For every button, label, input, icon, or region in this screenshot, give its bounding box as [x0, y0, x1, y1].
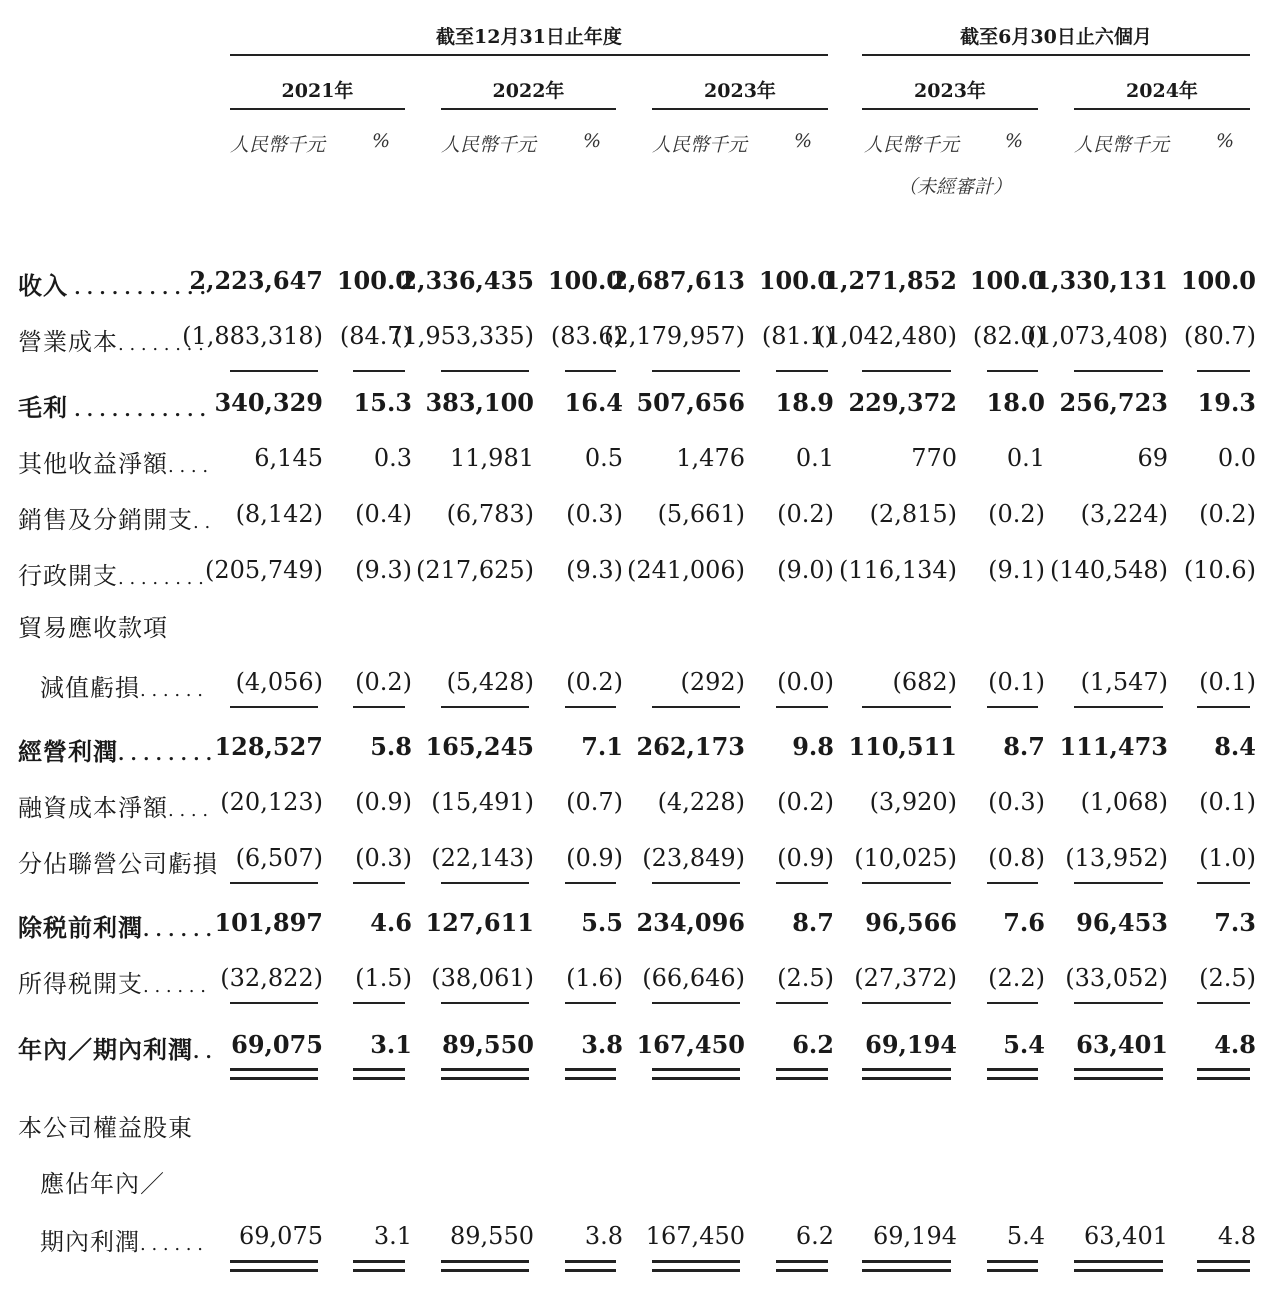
row-label-text: 期內利潤: [40, 1228, 140, 1256]
amount-cell: 69: [1137, 444, 1168, 472]
subtotal-rule: [862, 1002, 951, 1004]
percent-cell: (9.3): [566, 556, 623, 584]
percent-cell: (0.9): [355, 788, 412, 816]
total-double-rule: [776, 1068, 828, 1071]
row-label-text: 營業成本: [18, 328, 118, 356]
row-label-text: 分佔聯營公司虧損: [18, 850, 218, 878]
percent-cell: 0.5: [584, 444, 623, 472]
year-rule: [230, 108, 405, 110]
subtotal-rule: [776, 706, 828, 708]
unit-amount: 人民幣千元: [230, 134, 326, 156]
amount-cell: (5,661): [657, 500, 745, 528]
percent-cell: 7.6: [1003, 908, 1045, 937]
amount-cell: 256,723: [1059, 388, 1168, 417]
leader-dots: . . . . . . . . . . .: [68, 278, 206, 299]
percent-cell: 16.4: [564, 388, 623, 417]
percent-cell: (0.1): [988, 668, 1045, 696]
percent-cell: (0.3): [355, 844, 412, 872]
leader-dots: . . . .: [168, 800, 209, 821]
amount-cell: (2,179,957): [604, 322, 745, 350]
percent-cell: (0.2): [355, 668, 412, 696]
percent-cell: 100.0: [1180, 266, 1256, 295]
percent-cell: (0.9): [777, 844, 834, 872]
row-label-text: 行政開支: [18, 562, 118, 590]
subtotal-rule: [441, 706, 529, 708]
subtotal-rule: [862, 370, 951, 372]
row-label: [40, 1222, 203, 1257]
subtotal-rule: [230, 1002, 318, 1004]
amount-cell: 63,401: [1084, 1222, 1168, 1250]
total-double-rule: [353, 1269, 405, 1272]
row-label: [18, 266, 206, 301]
unaudited-note: （未經審計）: [898, 176, 1013, 198]
subtotal-rule: [776, 370, 828, 372]
amount-cell: (1,953,335): [393, 322, 534, 350]
subtotal-rule: [652, 1002, 740, 1004]
amount-cell: 262,173: [636, 732, 745, 761]
subtotal-rule: [565, 1002, 616, 1004]
total-double-rule: [441, 1269, 529, 1272]
total-double-rule: [565, 1269, 616, 1272]
subtotal-rule: [1074, 1002, 1163, 1004]
percent-cell: 8.4: [1214, 732, 1256, 761]
percent-cell: (10.6): [1183, 556, 1256, 584]
year-rule: [862, 108, 1038, 110]
total-double-rule: [1074, 1077, 1163, 1080]
row-label: [18, 608, 168, 643]
row-label: [40, 1164, 165, 1199]
subtotal-rule: [776, 1002, 828, 1004]
amount-cell: (4,056): [235, 668, 323, 696]
amount-cell: (682): [892, 668, 957, 696]
subtotal-rule: [441, 882, 529, 884]
amount-cell: 96,566: [865, 908, 957, 937]
subtotal-rule: [1074, 706, 1163, 708]
row-label: [18, 556, 204, 591]
percent-cell: 4.8: [1217, 1222, 1256, 1250]
percent-cell: (9.3): [355, 556, 412, 584]
percent-cell: 0.1: [1006, 444, 1045, 472]
percent-cell: 9.8: [792, 732, 834, 761]
amount-cell: (13,952): [1065, 844, 1168, 872]
row-label-text: 銷售及分銷開支: [18, 506, 193, 534]
amount-cell: 69,075: [231, 1030, 323, 1059]
percent-cell: 5.8: [370, 732, 412, 761]
percent-cell: 100.0: [547, 266, 623, 295]
amount-cell: (1,547): [1080, 668, 1168, 696]
leader-dots: . . . . . . . .: [118, 334, 204, 355]
amount-cell: 89,550: [450, 1222, 534, 1250]
total-double-rule: [565, 1077, 616, 1080]
row-label: [18, 964, 206, 999]
percent-cell: (84.7): [339, 322, 412, 350]
amount-cell: (5,428): [446, 668, 534, 696]
percent-cell: (1.5): [355, 964, 412, 992]
percent-cell: 15.3: [353, 388, 412, 417]
row-label: [40, 668, 203, 703]
total-double-rule: [230, 1260, 318, 1263]
amount-cell: (15,491): [431, 788, 534, 816]
percent-cell: 7.1: [581, 732, 623, 761]
row-label: [18, 732, 212, 767]
amount-cell: (32,822): [220, 964, 323, 992]
subtotal-rule: [230, 706, 318, 708]
subtotal-rule: [652, 370, 740, 372]
amount-cell: 234,096: [636, 908, 745, 937]
percent-cell: 18.0: [986, 388, 1045, 417]
percent-cell: 3.1: [373, 1222, 412, 1250]
year-rule: [652, 108, 828, 110]
percent-cell: (1.0): [1199, 844, 1256, 872]
percent-cell: (0.1): [1199, 788, 1256, 816]
row-label: [18, 1030, 212, 1065]
total-double-rule: [987, 1269, 1038, 1272]
percent-cell: (0.3): [988, 788, 1045, 816]
row-label: [18, 908, 212, 943]
row-label-text: 融資成本淨額: [18, 794, 168, 822]
percent-cell: (0.4): [355, 500, 412, 528]
percent-cell: 3.8: [584, 1222, 623, 1250]
subtotal-rule: [1197, 370, 1250, 372]
row-label-text: 本公司權益股東: [18, 1114, 193, 1142]
amount-cell: 111,473: [1059, 732, 1168, 761]
total-double-rule: [987, 1077, 1038, 1080]
group-rule-full-year: [230, 54, 828, 56]
percent-cell: 6.2: [795, 1222, 834, 1250]
percent-cell: 18.9: [775, 388, 834, 417]
total-double-rule: [1197, 1260, 1250, 1263]
year-header-2023-h1: 2023年: [914, 80, 986, 102]
subtotal-rule: [1197, 1002, 1250, 1004]
percent-cell: 100.0: [758, 266, 834, 295]
amount-cell: (1,073,408): [1027, 322, 1168, 350]
amount-cell: (33,052): [1065, 964, 1168, 992]
total-double-rule: [862, 1260, 951, 1263]
percent-cell: (0.8): [988, 844, 1045, 872]
total-double-rule: [1074, 1269, 1163, 1272]
amount-cell: (6,507): [235, 844, 323, 872]
row-label-text: 貿易應收款項: [18, 614, 168, 642]
total-double-rule: [776, 1269, 828, 1272]
subtotal-rule: [230, 882, 318, 884]
subtotal-rule: [862, 882, 951, 884]
amount-cell: 167,450: [645, 1222, 745, 1250]
subtotal-rule: [1074, 370, 1163, 372]
percent-cell: 5.5: [581, 908, 623, 937]
total-double-rule: [353, 1068, 405, 1071]
row-label-text: 年內／期內利潤: [18, 1035, 193, 1064]
percent-cell: 0.0: [1217, 444, 1256, 472]
percent-cell: 6.2: [792, 1030, 834, 1059]
amount-cell: 101,897: [214, 908, 323, 937]
subtotal-rule: [441, 370, 529, 372]
amount-cell: (140,548): [1050, 556, 1168, 584]
amount-cell: 507,656: [636, 388, 745, 417]
year-header-2022: 2022年: [492, 80, 565, 102]
unit-percent: %: [1005, 130, 1024, 152]
amount-cell: 1,476: [676, 444, 745, 472]
row-label-text: 減值虧損: [40, 674, 140, 702]
amount-cell: (10,025): [854, 844, 957, 872]
total-double-rule: [230, 1077, 318, 1080]
leader-dots: . . . . . .: [140, 680, 203, 701]
percent-cell: 8.7: [792, 908, 834, 937]
percent-cell: (0.2): [777, 788, 834, 816]
percent-cell: 5.4: [1006, 1222, 1045, 1250]
amount-cell: 69,194: [865, 1030, 957, 1059]
row-label: [18, 500, 210, 535]
percent-cell: 8.7: [1003, 732, 1045, 761]
amount-cell: (1,042,480): [816, 322, 957, 350]
percent-cell: (0.3): [566, 500, 623, 528]
amount-cell: (2,815): [869, 500, 957, 528]
amount-cell: (22,143): [431, 844, 534, 872]
total-double-rule: [987, 1068, 1038, 1071]
percent-cell: (2.2): [988, 964, 1045, 992]
total-double-rule: [1074, 1260, 1163, 1263]
amount-cell: (1,883,318): [182, 322, 323, 350]
total-double-rule: [652, 1068, 740, 1071]
percent-cell: (1.6): [566, 964, 623, 992]
percent-cell: 19.3: [1197, 388, 1256, 417]
percent-cell: (0.7): [566, 788, 623, 816]
percent-cell: (0.9): [566, 844, 623, 872]
subtotal-rule: [565, 706, 616, 708]
total-double-rule: [862, 1077, 951, 1080]
leader-dots: . .: [193, 512, 211, 533]
percent-cell: 3.8: [581, 1030, 623, 1059]
leader-dots: . . . . . . . .: [118, 568, 204, 589]
total-double-rule: [652, 1077, 740, 1080]
subtotal-rule: [565, 882, 616, 884]
unit-percent: %: [794, 130, 813, 152]
percent-cell: (0.2): [566, 668, 623, 696]
leader-dots: . . . .: [168, 456, 209, 477]
percent-cell: 0.1: [795, 444, 834, 472]
amount-cell: 127,611: [425, 908, 534, 937]
row-label: [18, 1108, 193, 1143]
unit-percent: %: [1216, 130, 1235, 152]
leader-dots: . . . . . . . . . . .: [68, 400, 206, 421]
total-double-rule: [441, 1068, 529, 1071]
total-double-rule: [987, 1260, 1038, 1263]
total-double-rule: [1074, 1068, 1163, 1071]
year-header-2021: 2021年: [281, 80, 354, 102]
amount-cell: (217,625): [416, 556, 534, 584]
row-label-text: 除税前利潤: [18, 913, 143, 942]
row-label-text: 其他收益淨額: [18, 450, 168, 478]
subtotal-rule: [565, 370, 616, 372]
percent-cell: 100.0: [336, 266, 412, 295]
amount-cell: 229,372: [848, 388, 957, 417]
year-header-2023: 2023年: [704, 80, 776, 102]
subtotal-rule: [230, 370, 318, 372]
group-rule-six-months: [862, 54, 1250, 56]
group-header-six-months: 截至6月30日止六個月: [960, 26, 1152, 48]
amount-cell: 340,329: [214, 388, 323, 417]
percent-cell: (83.6): [550, 322, 623, 350]
subtotal-rule: [353, 706, 405, 708]
unit-percent: %: [583, 130, 602, 152]
row-label-text: 經營利潤: [18, 737, 118, 766]
percent-cell: 7.3: [1214, 908, 1256, 937]
amount-cell: (3,920): [869, 788, 957, 816]
amount-cell: (27,372): [854, 964, 957, 992]
percent-cell: 4.8: [1214, 1030, 1256, 1059]
total-double-rule: [1197, 1077, 1250, 1080]
total-double-rule: [776, 1077, 828, 1080]
amount-cell: 165,245: [425, 732, 534, 761]
percent-cell: (81.1): [761, 322, 834, 350]
row-label-text: 應佔年內／: [40, 1170, 165, 1198]
subtotal-rule: [441, 1002, 529, 1004]
percent-cell: 3.1: [370, 1030, 412, 1059]
subtotal-rule: [987, 370, 1038, 372]
unit-amount: 人民幣千元: [652, 134, 748, 156]
subtotal-rule: [652, 882, 740, 884]
amount-cell: (23,849): [642, 844, 745, 872]
total-double-rule: [652, 1260, 740, 1263]
subtotal-rule: [652, 706, 740, 708]
amount-cell: 167,450: [636, 1030, 745, 1059]
amount-cell: 770: [911, 444, 957, 472]
subtotal-rule: [1197, 706, 1250, 708]
subtotal-rule: [353, 1002, 405, 1004]
total-double-rule: [230, 1068, 318, 1071]
amount-cell: (241,006): [627, 556, 745, 584]
unit-amount: 人民幣千元: [441, 134, 537, 156]
amount-cell: 69,194: [873, 1222, 957, 1250]
year-rule: [441, 108, 616, 110]
row-label-text: 收入: [18, 271, 68, 300]
subtotal-rule: [1197, 882, 1250, 884]
amount-cell: (116,134): [839, 556, 957, 584]
percent-cell: 4.6: [370, 908, 412, 937]
amount-cell: 2,336,435: [400, 266, 534, 295]
total-double-rule: [353, 1260, 405, 1263]
percent-cell: (0.1): [1199, 668, 1256, 696]
leader-dots: . . . . . .: [143, 976, 206, 997]
unit-amount: 人民幣千元: [864, 134, 960, 156]
amount-cell: (3,224): [1080, 500, 1168, 528]
amount-cell: 63,401: [1076, 1030, 1168, 1059]
subtotal-rule: [987, 882, 1038, 884]
amount-cell: 89,550: [442, 1030, 534, 1059]
leader-dots: . . . . . .: [140, 1234, 203, 1255]
percent-cell: (9.0): [777, 556, 834, 584]
total-double-rule: [862, 1269, 951, 1272]
total-double-rule: [230, 1269, 318, 1272]
total-double-rule: [441, 1260, 529, 1263]
percent-cell: 0.3: [373, 444, 412, 472]
total-double-rule: [353, 1077, 405, 1080]
amount-cell: (292): [680, 668, 745, 696]
total-double-rule: [565, 1260, 616, 1263]
amount-cell: 69,075: [239, 1222, 323, 1250]
row-label: [18, 788, 208, 823]
row-label-text: 毛利: [18, 393, 68, 422]
subtotal-rule: [776, 882, 828, 884]
amount-cell: (20,123): [220, 788, 323, 816]
percent-cell: (82.0): [972, 322, 1045, 350]
subtotal-rule: [987, 1002, 1038, 1004]
amount-cell: (38,061): [431, 964, 534, 992]
group-header-full-year: 截至12月31日止年度: [436, 26, 622, 48]
amount-cell: 6,145: [254, 444, 323, 472]
percent-cell: (0.0): [777, 668, 834, 696]
unit-amount: 人民幣千元: [1074, 134, 1170, 156]
leader-dots: . .: [193, 1042, 212, 1063]
subtotal-rule: [862, 706, 951, 708]
leader-dots: . . . . . . . .: [118, 744, 212, 765]
row-label-text: 所得税開支: [18, 970, 143, 998]
amount-cell: 110,511: [848, 732, 957, 761]
percent-cell: 5.4: [1003, 1030, 1045, 1059]
percent-cell: (0.2): [988, 500, 1045, 528]
percent-cell: (2.5): [777, 964, 834, 992]
amount-cell: (4,228): [657, 788, 745, 816]
amount-cell: 2,223,647: [189, 266, 323, 295]
amount-cell: 2,687,613: [611, 266, 745, 295]
percent-cell: (0.2): [1199, 500, 1256, 528]
percent-cell: (9.1): [988, 556, 1045, 584]
total-double-rule: [441, 1077, 529, 1080]
amount-cell: (6,783): [446, 500, 534, 528]
row-label: [18, 322, 204, 357]
row-label: [18, 844, 218, 879]
row-label: [18, 388, 206, 423]
total-double-rule: [1197, 1269, 1250, 1272]
year-rule: [1074, 108, 1250, 110]
amount-cell: 128,527: [214, 732, 323, 761]
total-double-rule: [862, 1068, 951, 1071]
total-double-rule: [652, 1269, 740, 1272]
amount-cell: (1,068): [1080, 788, 1168, 816]
amount-cell: 11,981: [450, 444, 534, 472]
subtotal-rule: [987, 706, 1038, 708]
leader-dots: . . . . . .: [143, 920, 212, 941]
amount-cell: 96,453: [1076, 908, 1168, 937]
total-double-rule: [1197, 1068, 1250, 1071]
amount-cell: 1,271,852: [823, 266, 957, 295]
subtotal-rule: [1074, 882, 1163, 884]
total-double-rule: [776, 1260, 828, 1263]
amount-cell: (205,749): [205, 556, 323, 584]
amount-cell: 383,100: [425, 388, 534, 417]
amount-cell: 1,330,131: [1034, 266, 1168, 295]
total-double-rule: [565, 1068, 616, 1071]
subtotal-rule: [353, 370, 405, 372]
year-header-2024-h1: 2024年: [1126, 80, 1198, 102]
percent-cell: 100.0: [969, 266, 1045, 295]
percent-cell: (80.7): [1183, 322, 1256, 350]
amount-cell: (8,142): [235, 500, 323, 528]
row-label: [18, 444, 208, 479]
subtotal-rule: [353, 882, 405, 884]
unit-percent: %: [372, 130, 391, 152]
percent-cell: (2.5): [1199, 964, 1256, 992]
amount-cell: (66,646): [642, 964, 745, 992]
percent-cell: (0.2): [777, 500, 834, 528]
